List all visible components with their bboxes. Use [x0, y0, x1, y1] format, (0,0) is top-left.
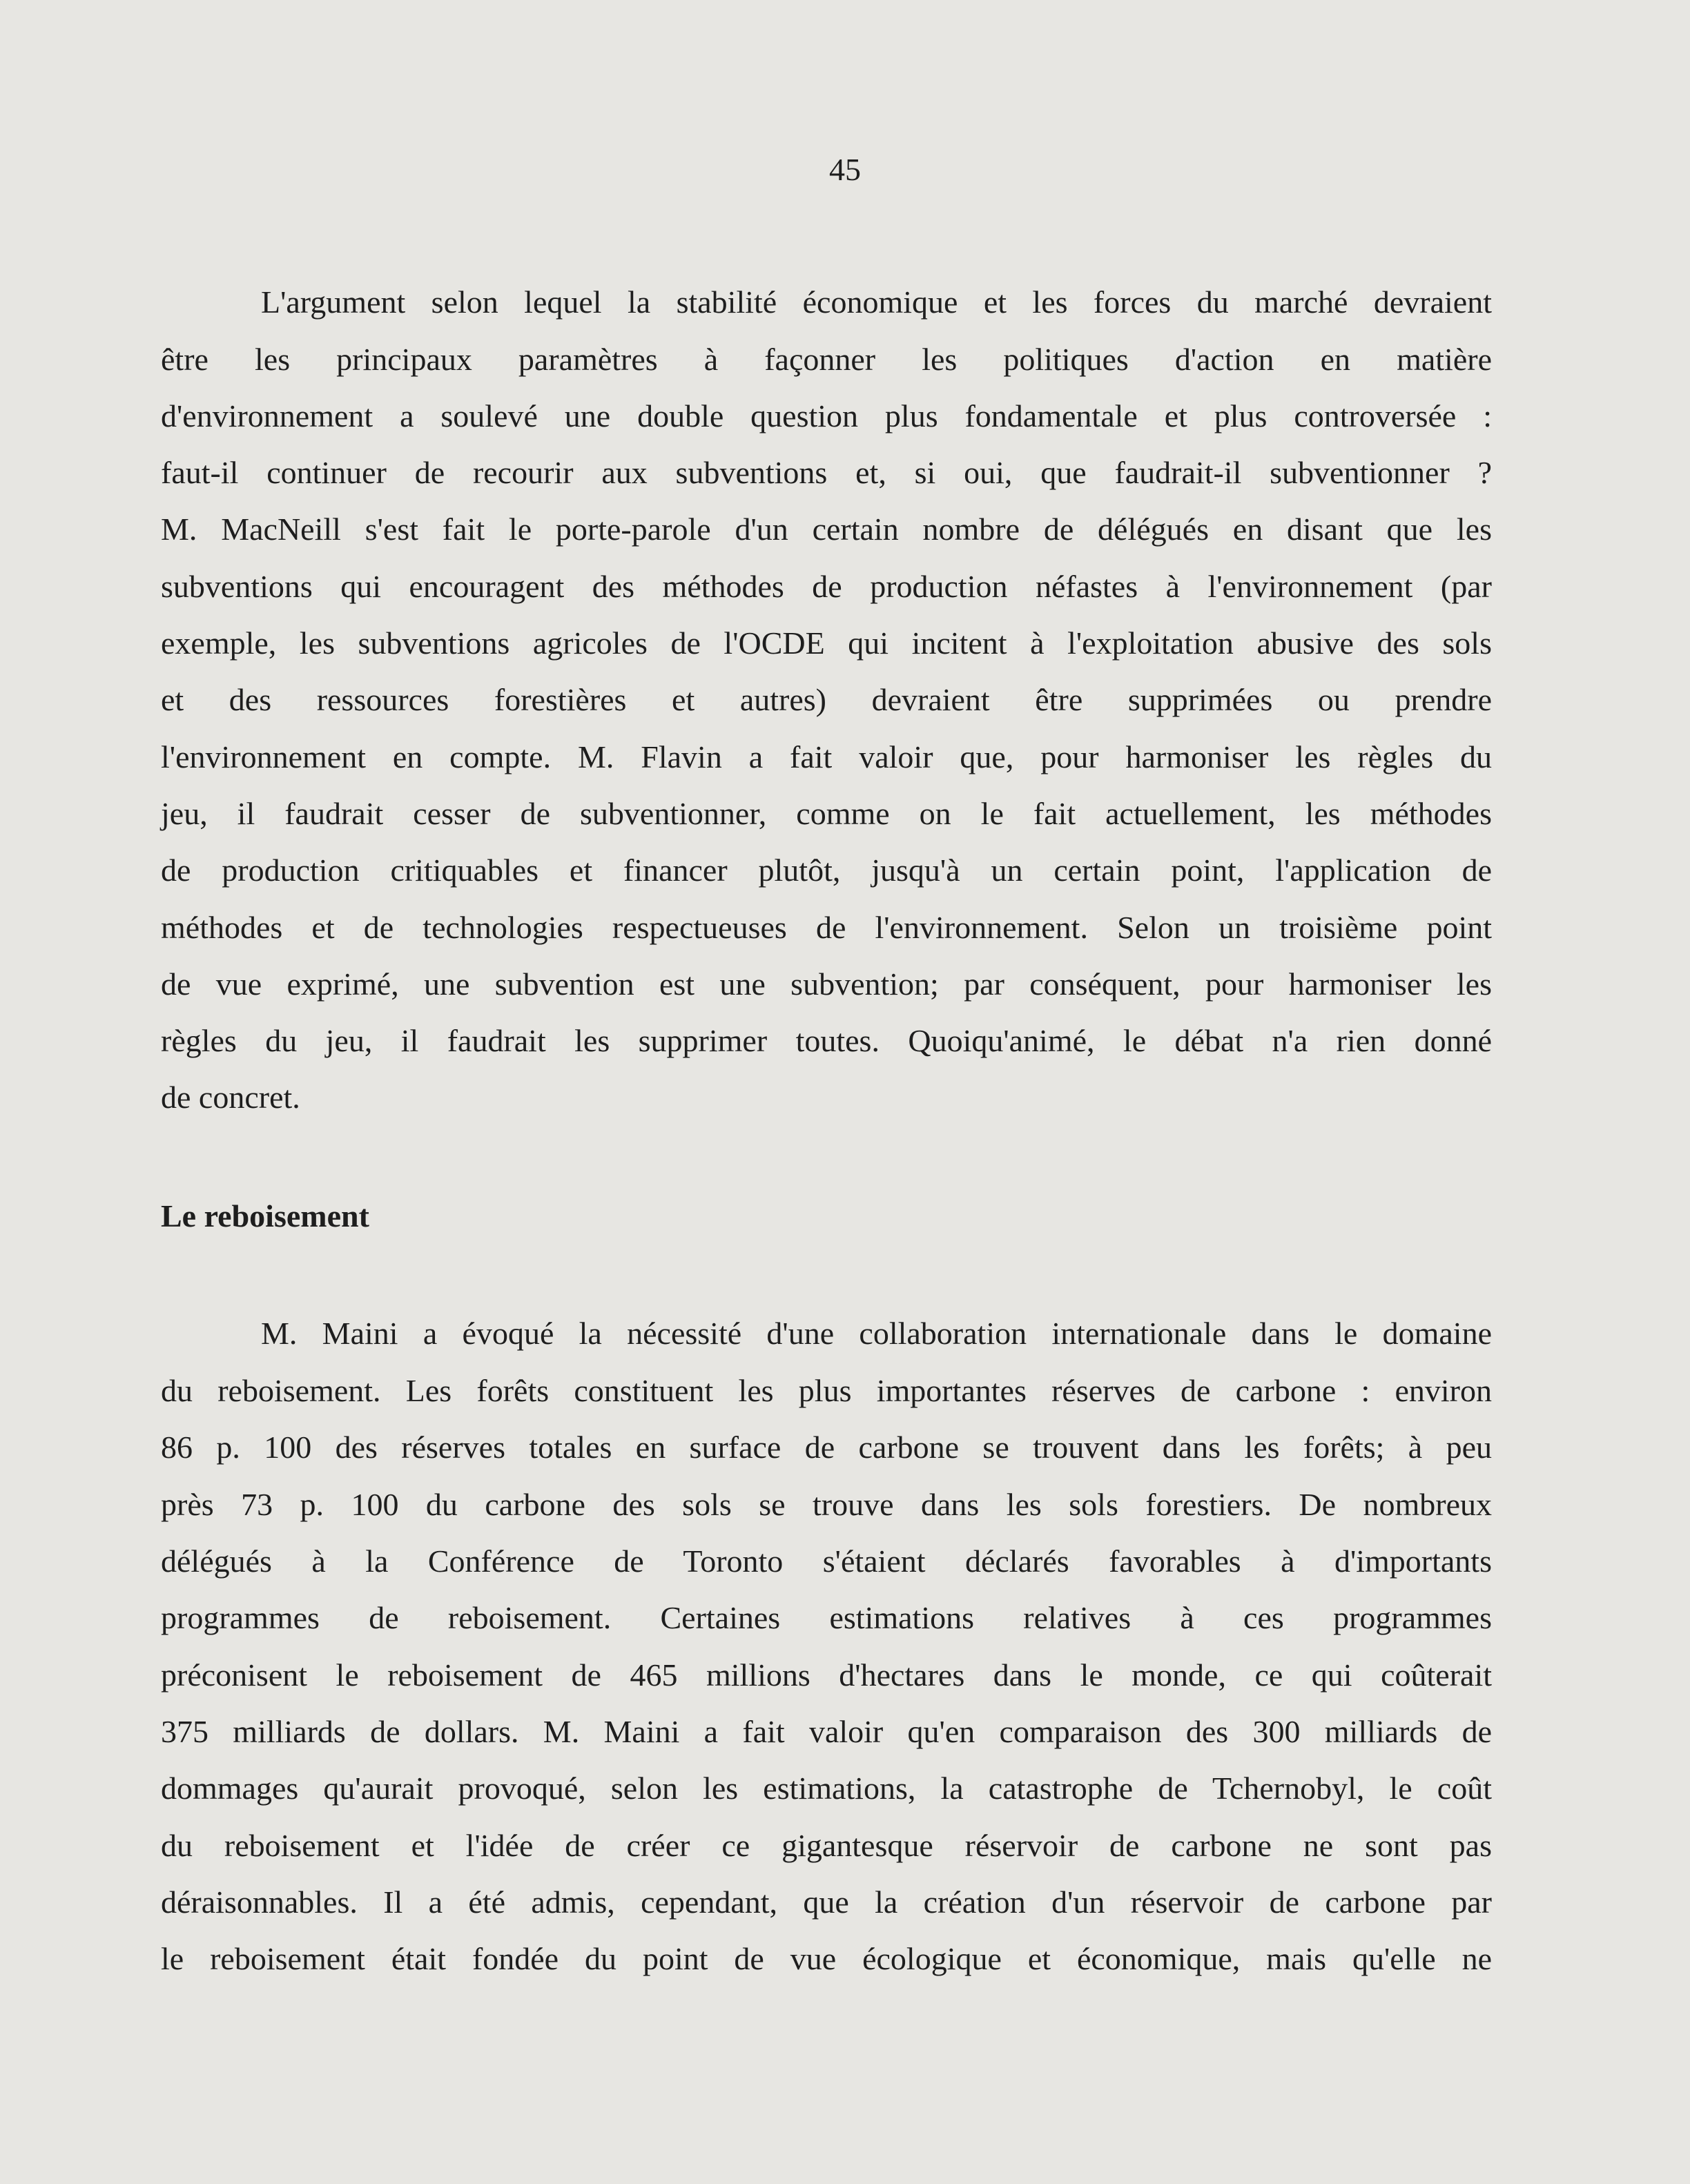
- text-line: le reboisement était fondée du point de vue écologique et économique, mais qu'elle ne: [161, 1941, 1492, 1976]
- text-line: de vue exprimé, une subvention est une subvention; par conséquent, pour harmoniser les: [161, 966, 1492, 1002]
- text-line: faut-il continuer de recourir aux subventions et, si oui, que faudrait-il subventionner ?: [161, 455, 1492, 490]
- page-number: 45: [829, 152, 861, 187]
- text-line: méthodes et de technologies respectueuses de l'environnement. Selon un troisième point: [161, 910, 1492, 945]
- text-line: M. MacNeill s'est fait le porte-parole d'un certain nombre de délégués en disant que les: [161, 511, 1492, 547]
- text-line: M. Maini a évoqué la nécessité d'une collaboration internationale dans le domaine: [261, 1316, 1492, 1351]
- text-line: préconisent le reboisement de 465 millions d'hectares dans le monde, ce qui coûterait: [161, 1657, 1492, 1693]
- text-line: être les principaux paramètres à façonner les politiques d'action en matière: [161, 342, 1492, 377]
- text-line: dommages qu'aurait provoqué, selon les estimations, la catastrophe de Tchernobyl, le coût: [161, 1771, 1492, 1806]
- text-line: jeu, il faudrait cesser de subventionner, comme on le fait actuellement, les méthodes: [161, 796, 1492, 831]
- text-line: et des ressources forestières et autres) devraient être supprimées ou prendre: [161, 682, 1492, 717]
- text-line: du reboisement. Les forêts constituent les plus importantes réserves de carbone : environ: [161, 1373, 1492, 1408]
- text-line: L'argument selon lequel la stabilité économique et les forces du marché devraient: [261, 284, 1492, 320]
- text-line: d'environnement a soulevé une double question plus fondamentale et plus controversée :: [161, 398, 1492, 433]
- text-line: près 73 p. 100 du carbone des sols se trouve dans les sols forestiers. De nombreux: [161, 1487, 1492, 1522]
- text-line: 86 p. 100 des réserves totales en surface de carbone se trouvent dans les forêts; à peu: [161, 1430, 1492, 1465]
- text-line: du reboisement et l'idée de créer ce gigantesque réservoir de carbone ne sont pas: [161, 1828, 1492, 1863]
- text-line: exemple, les subventions agricoles de l'OCDE qui incitent à l'exploitation abusive des sols: [161, 625, 1492, 661]
- text-line: subventions qui encouragent des méthodes de production néfastes à l'environnement (par: [161, 569, 1492, 604]
- text-line: 375 milliards de dollars. M. Maini a fait valoir qu'en comparaison des 300 milliards de: [161, 1714, 1492, 1749]
- text-line: déraisonnables. Il a été admis, cependant, que la création d'un réservoir de carbone par: [161, 1884, 1492, 1920]
- text-line: délégués à la Conférence de Toronto s'étaient déclarés favorables à d'importants: [161, 1543, 1492, 1579]
- text-line: programmes de reboisement. Certaines estimations relatives à ces programmes: [161, 1600, 1492, 1635]
- section-heading: Le reboisement: [161, 1198, 369, 1234]
- text-line: de production critiquables et financer plutôt, jusqu'à un certain point, l'application de: [161, 852, 1492, 888]
- text-line: règles du jeu, il faudrait les supprimer toutes. Quoiqu'animé, le débat n'a rien donné: [161, 1023, 1492, 1058]
- text-line: de concret.: [161, 1080, 300, 1115]
- text-line: l'environnement en compte. M. Flavin a fait valoir que, pour harmoniser les règles du: [161, 739, 1492, 774]
